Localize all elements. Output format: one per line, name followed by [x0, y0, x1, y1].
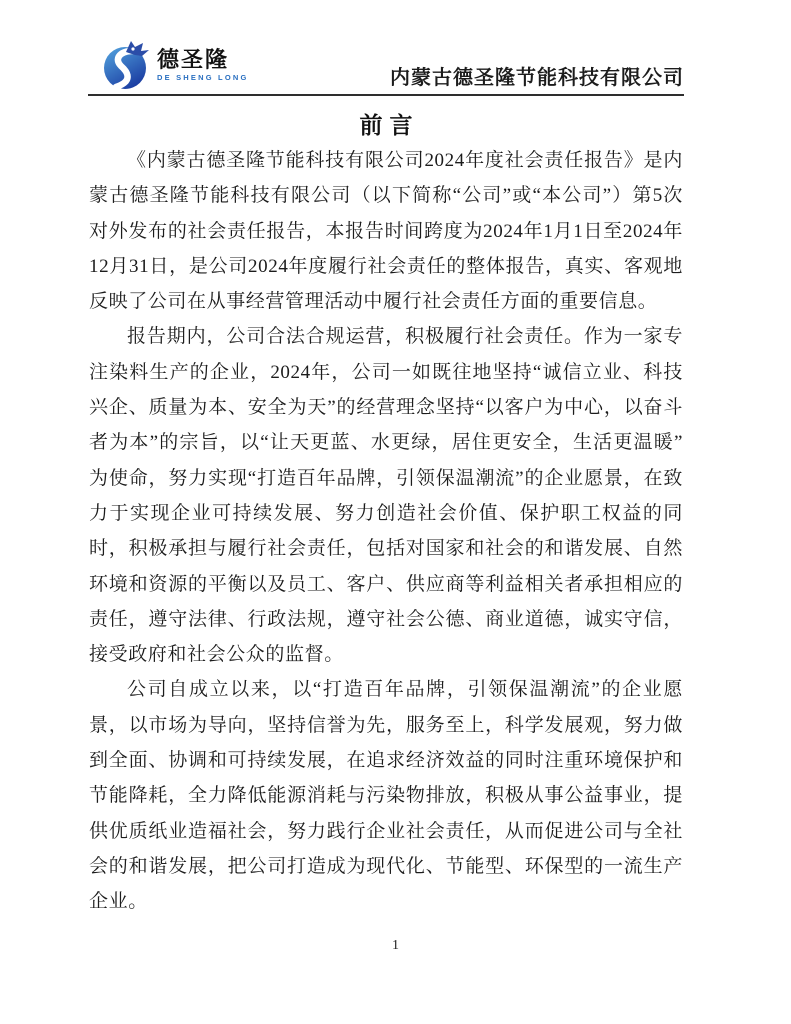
dragon-s-logo-icon	[102, 39, 152, 91]
page-header	[88, 38, 684, 96]
company-name: 内蒙古德圣隆节能科技有限公司	[390, 67, 684, 89]
logo-name-en: DE SHENG LONG	[157, 72, 249, 82]
page-title: 前言	[359, 113, 420, 138]
paragraph-2: 报告期内，公司合法合规运营，积极履行社会责任。作为一家专注染料生产的企业，2024年，公司一如既往地坚持“诚信立业、科技兴企、质量为本、安全为天”的经营理念坚持“以客户为中心，以奋斗者为本”的宗旨，以“让天更蓝、水更绿，居住更安全，生活更温暖”为使命，努力实现“打造百年品牌，引领保温潮流”的企业愿景，在致力于实现企业可持续发展、努力创造社会价值、保护职工权益的同时，积极承担与履行社会责任，包括对国家和社会的和谐发展、自然环境和资源的平衡以及员工、客户、供应商等利益相关者承担相应的责任，遵守法律、行政法规，遵守社会公德、商业道德，诚实守信，接受政府和社会公众的监督。	[89, 326, 683, 666]
document-body	[89, 143, 683, 920]
logo-name-cn: 德圣隆	[157, 46, 230, 72]
company-logo	[102, 39, 249, 94]
page-number: 1	[392, 938, 399, 953]
paragraph-3: 公司自成立以来，以“打造百年品牌，引领保温潮流”的企业愿景，以市场为导向，坚持信誉为先，服务至上，科学发展观，努力做到全面、协调和可持续发展，在追求经济效益的同时注重环境保护和节能降耗，全力降低能源消耗与污染物排放，积极从事公益事业，提供优质纸业造福社会，努力践行企业社会责任，从而促进公司与全社会的和谐发展，把公司打造成为现代化、节能型、环保型的一流生产企业。	[89, 679, 683, 913]
logo-wordmark	[157, 46, 249, 82]
paragraph-1: 《内蒙古德圣隆节能科技有限公司2024年度社会责任报告》是内蒙古德圣隆节能科技有限公司（以下简称“公司”或“本公司”）第5次对外发布的社会责任报告，本报告时间跨度为2024年1月1日至2024年12月31日，是公司2024年度履行社会责任的整体报告，真实、客观地反映了公司在从事经营管理活动中履行社会责任方面的重要信息。	[89, 150, 683, 313]
